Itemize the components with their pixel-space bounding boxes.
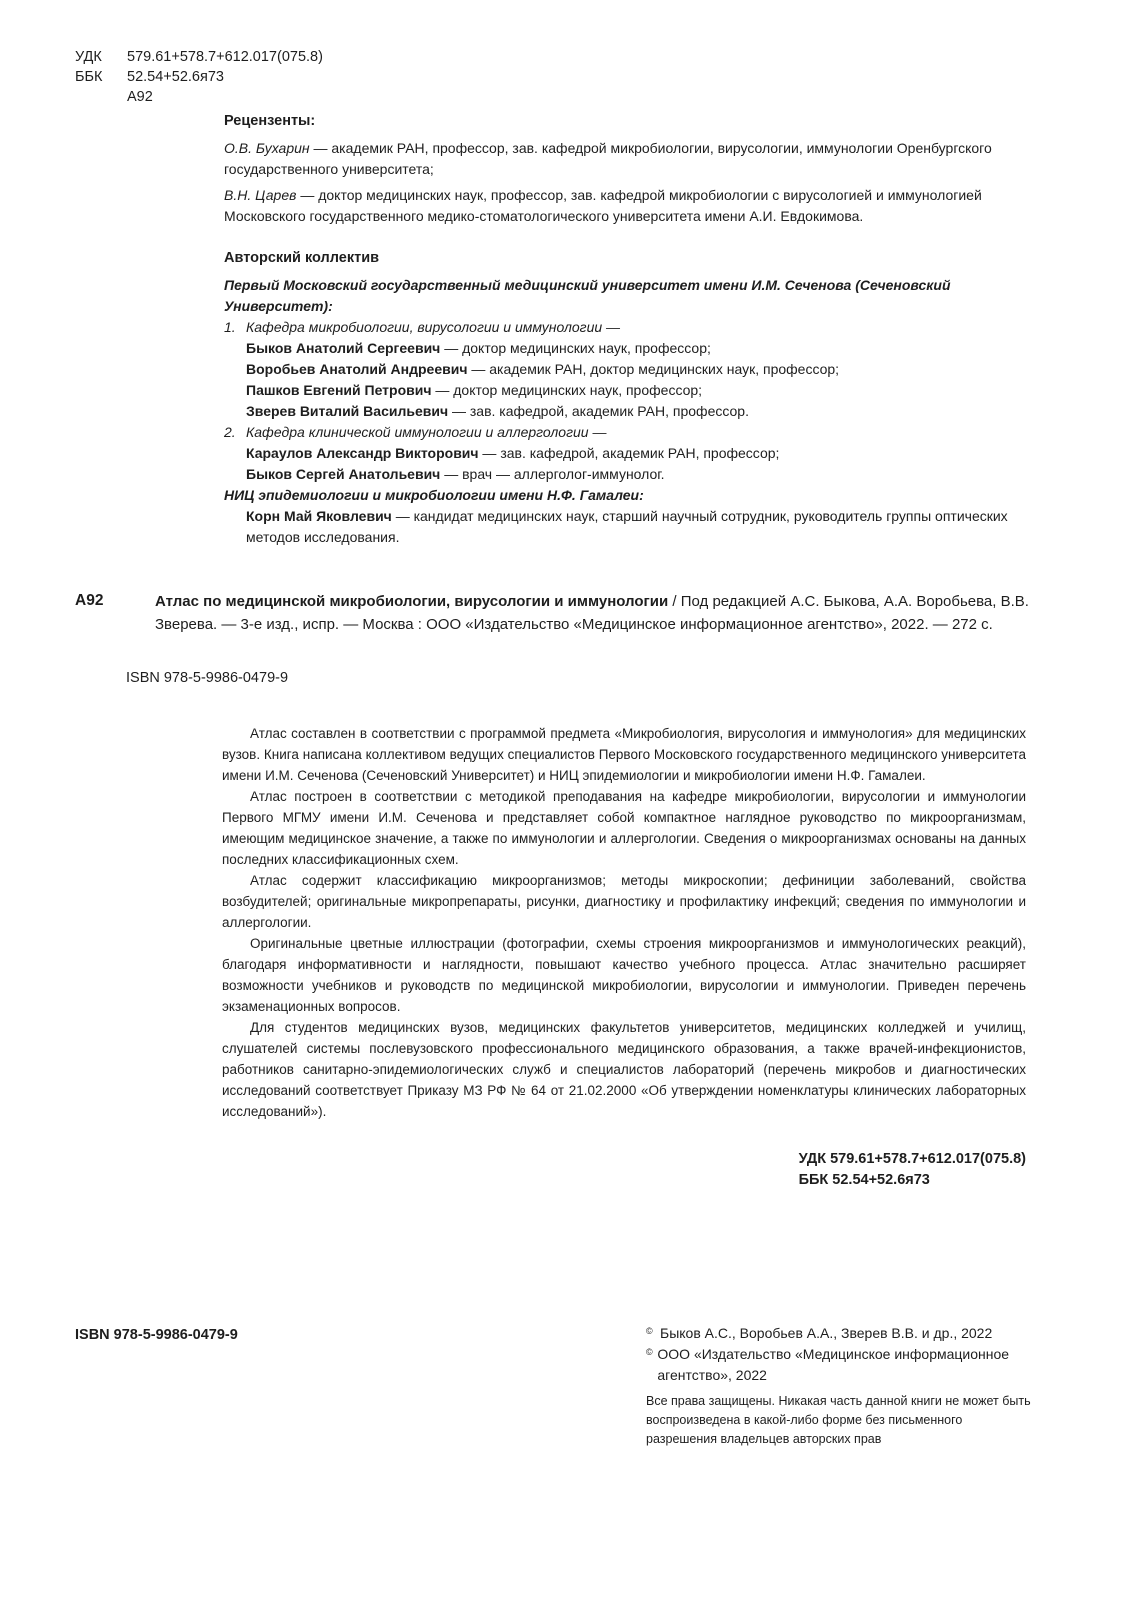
copyright-symbol: © (646, 1347, 653, 1357)
reviewer-name: О.В. Бухарин (224, 140, 310, 156)
udk-summary: УДК 579.61+578.7+612.017(075.8) (798, 1151, 1026, 1167)
department-name: Кафедра микробиологии, вирусологии и иммунологии — (246, 319, 621, 335)
author-code-row (75, 87, 323, 107)
reviewer-text: — доктор медицинских наук, профессор, зав. кафедрой микробиологии с вирусологией и иммунологией Московского государственного медико-стоматологического университета имени А.И. Евдокимова. (224, 187, 982, 224)
credits-block (224, 111, 1024, 548)
copyright-line (646, 1323, 1036, 1344)
rights-notice: Все права защищены. Никакая часть данной книги не может быть воспроизведена в какой-либо форме без письменного разрешения владельцев авторских прав (646, 1394, 1031, 1446)
author-role: — академик РАН, доктор медицинских наук, профессор; (467, 361, 840, 377)
department-line (224, 317, 1024, 338)
annotation-paragraph: Оригинальные цветные иллюстрации (фотографии, схемы строения микроорганизмов и иммунологических реакций), благодаря информативности и наглядности, повышают качество учебного процесса. Атлас значительно расширяет возможности учебников и руководств по медицинской микробиологии, вирусологии и иммунологии. Приведен перечень экзаменационных вопросов. (222, 936, 1026, 1014)
author-role: — кандидат медицинских наук, старший научный сотрудник, руководитель группы оптических методов исследования. (246, 508, 1008, 545)
annotation-paragraph: Для студентов медицинских вузов, медицинских факультетов университетов, медицинских колледжей и училищ, слушателей системы послевузовского профессионального медицинского образования, а также врачей-инфекционистов, работников санитарно-эпидемиологических служб и специалистов лабораторий (перечень микробов и диагностических исследований соответствует Приказу МЗ РФ № 64 от 21.02.2000 «Об утверждении номенклатуры клинических лабораторных исследований»). (222, 1020, 1026, 1119)
author-name: Караулов Александр Викторович (246, 445, 479, 461)
author-name: Быков Сергей Анатольевич (246, 466, 441, 482)
author-name: Воробьев Анатолий Андреевич (246, 361, 468, 377)
udk-row (75, 47, 323, 67)
classification-block (75, 47, 323, 107)
author-name: Зверев Виталий Васильевич (246, 403, 449, 419)
bbk-label: ББК (75, 69, 103, 85)
department-number: 2. (224, 424, 236, 440)
department-number: 1. (224, 319, 236, 335)
bbk-value: 52.54+52.6я73 (127, 69, 224, 85)
institution-name: Первый Московский государственный медицинский университет имени И.М. Сеченова (Сеченовский Университет): (224, 277, 951, 314)
author-name: Пашков Евгений Петрович (246, 382, 432, 398)
reviewers-heading: Рецензенты: (224, 113, 316, 129)
biblio-code: А92 (75, 592, 104, 609)
copyright-symbol: © (646, 1326, 653, 1336)
copyright-publisher: ООО «Издательство «Медицинское информационное агентство», 2022 (657, 1346, 1010, 1383)
reviewer-name: В.Н. Царев (224, 187, 297, 203)
author-entry (224, 443, 1024, 464)
author-entry (224, 380, 1024, 401)
authors-heading: Авторский коллектив (224, 250, 380, 266)
reviewer-entry (224, 138, 1024, 180)
author-entry (224, 506, 1024, 548)
isbn-footer: ISBN 978-5-9986-0479-9 (75, 1327, 238, 1343)
bbk-row (75, 67, 323, 87)
copyright-block (646, 1323, 1036, 1449)
author-entry (224, 464, 1024, 485)
annotation-paragraph: Атлас построен в соответствии с методикой преподавания на кафедре микробиологии, вирусологии и иммунологии Первого МГМУ имени И.М. Сеченова и представляет собой компактное наглядное руководство по микроорганизмам, имеющим медицинское значение, а также по иммунологии и аллергологии. Сведения о микроорганизмах основаны на данных последних классификационных схем. (222, 789, 1026, 867)
author-role: — зав. кафедрой, академик РАН, профессор. (448, 403, 749, 419)
bibliographic-record (155, 590, 1030, 636)
author-code: А92 (127, 89, 153, 105)
copyright-line (646, 1344, 1036, 1386)
annotation-paragraph: Атлас составлен в соответствии с программой предмета «Микробиология, вирусология и иммунология» для медицинских вузов. Книга написана коллективом ведущих специалистов Первого Московского государственного медицинского университета имени И.М. Сеченова (Сеченовский Университет) и НИЦ эпидемиологии и микробиологии имени Н.Ф. Гамалеи. (222, 726, 1026, 783)
isbn-record: ISBN 978-5-9986-0479-9 (126, 670, 289, 686)
book-title: Атлас по медицинской микробиологии, вирусологии и иммунологии (155, 593, 669, 610)
author-name: Корн Май Яковлевич (246, 508, 392, 524)
bbk-summary: ББК 52.54+52.6я73 (798, 1172, 930, 1188)
department-line (224, 422, 1024, 443)
author-role: — доктор медицинских наук, профессор; (431, 382, 703, 398)
author-role: — зав. кафедрой, академик РАН, профессор; (478, 445, 780, 461)
annotation-paragraph: Атлас содержит классификацию микроорганизмов; методы микроскопии; дефиниции заболеваний, свойства возбудителей; оригинальные микропрепараты, рисунки, диагностику и профилактику инфекций; сведения по иммунологии и аллергологии. (222, 873, 1026, 930)
author-entry (224, 338, 1024, 359)
author-entry (224, 401, 1024, 422)
reviewer-text: — академик РАН, профессор, зав. кафедрой микробиологии, вирусологии, иммунологии Оренбургского государственного университета; (224, 140, 992, 177)
author-role: — врач — аллерголог-иммунолог. (440, 466, 665, 482)
annotation (222, 723, 1026, 1122)
book-imprint: / Под редакцией А.С. Быкова, А.А. Воробьева, В.В. Зверева. — 3-е изд., испр. — Москва : ООО «Издательство «Медицинское информационное агентство», 2022. — 272 с. (155, 593, 1029, 633)
copyright-authors: Быков А.С., Воробьев А.А., Зверев В.В. и др., 2022 (660, 1325, 993, 1341)
department-name: Кафедра клинической иммунологии и аллергологии — (246, 424, 607, 440)
reviewer-entry (224, 185, 1024, 227)
author-role: — доктор медицинских наук, профессор; (440, 340, 711, 356)
institution-name: НИЦ эпидемиологии и микробиологии имени Н.Ф. Гамалеи: (224, 487, 644, 503)
author-name: Быков Анатолий Сергеевич (246, 340, 441, 356)
author-entry (224, 359, 1024, 380)
udk-label: УДК (75, 49, 102, 65)
udk-bbk-summary (799, 1149, 1026, 1191)
udk-value: 579.61+578.7+612.017(075.8) (127, 49, 323, 65)
